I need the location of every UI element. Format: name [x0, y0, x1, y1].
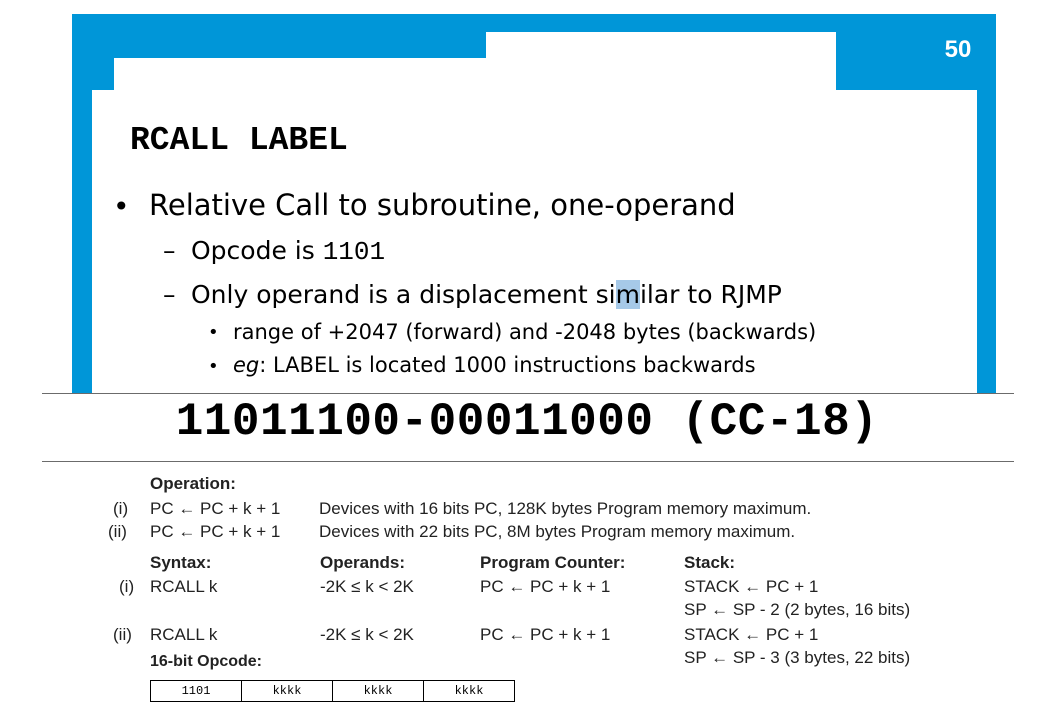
- syntax-row-index: (ii): [113, 625, 132, 644]
- sub-bullet-opcode: [191, 236, 385, 267]
- opcode-heading: 16-bit Opcode:: [150, 653, 263, 670]
- text-cursor-highlight: m: [615, 280, 640, 309]
- slide-content-notch-mid: [486, 32, 836, 92]
- subsub-bullet-dot: •: [208, 356, 219, 377]
- operands-header: Operands:: [320, 553, 406, 572]
- syntax-row-syntax: RCALL k: [150, 625, 218, 644]
- divider-bottom: [42, 461, 1014, 462]
- slide-content-notch-left: [114, 58, 486, 92]
- subsub-bullet-example: [233, 353, 756, 377]
- syntax-row-operands: -2K ≤ k < 2K: [320, 625, 414, 644]
- opcode-row: [151, 681, 515, 702]
- slide-title: RCALL LABEL: [130, 122, 348, 159]
- example-text: : LABEL is located 1000 instructions backwards: [259, 353, 756, 377]
- opcode-cell: kkkk: [424, 681, 515, 702]
- example-abbrev: eg: [233, 353, 260, 377]
- opcode-cell: kkkk: [333, 681, 424, 702]
- bullet-dot: •: [113, 190, 130, 223]
- syntax-row-sp: SP ← SP - 2 (2 bytes, 16 bits): [684, 600, 911, 619]
- instruction-encoding: 11011100-00011000 (CC-18): [175, 396, 879, 448]
- sub-bullet-operand-text: Only operand is a displacement si: [191, 280, 616, 309]
- sub-bullet-dash: –: [163, 236, 176, 265]
- sub-bullet-operand-text-end: ilar to RJMP: [639, 280, 782, 309]
- syntax-row-index: (i): [119, 577, 135, 596]
- bullet-relative-call: Relative Call to subroutine, one-operand: [149, 188, 736, 222]
- operation-heading: Operation:: [150, 474, 236, 493]
- syntax-row-pc: PC ← PC + k + 1: [480, 625, 611, 644]
- op-row-formula: PC ← PC + k + 1: [150, 522, 281, 541]
- op-row-description: Devices with 16 bits PC, 128K bytes Program memory maximum.: [319, 499, 812, 518]
- subsub-bullet-dot: •: [208, 322, 219, 343]
- syntax-row-sp: SP ← SP - 3 (3 bytes, 22 bits): [684, 648, 911, 667]
- stack-header: Stack:: [684, 553, 736, 572]
- syntax-row-operands: -2K ≤ k < 2K: [320, 577, 414, 596]
- subsub-bullet-range: range of +2047 (forward) and -2048 bytes (backwards): [233, 320, 817, 344]
- op-row-index: (ii): [108, 522, 127, 541]
- op-row-formula: PC ← PC + k + 1: [150, 499, 281, 518]
- opcode-table: [150, 680, 515, 702]
- sub-bullet-opcode-code: 1101: [322, 237, 386, 267]
- opcode-cell: 1101: [151, 681, 242, 702]
- syntax-row-stack: STACK ← PC + 1: [684, 577, 819, 596]
- program-counter-header: Program Counter:: [480, 553, 626, 572]
- syntax-row-pc: PC ← PC + k + 1: [480, 577, 611, 596]
- syntax-header: Syntax:: [150, 553, 212, 572]
- sub-bullet-dash: –: [163, 280, 176, 309]
- op-row-index: (i): [113, 499, 129, 518]
- slide-number: 50: [944, 36, 972, 63]
- sub-bullet-opcode-label: Opcode is: [191, 236, 323, 265]
- op-row-description: Devices with 22 bits PC, 8M bytes Program memory maximum.: [319, 522, 796, 541]
- syntax-row-stack: STACK ← PC + 1: [684, 625, 819, 644]
- opcode-cell: kkkk: [242, 681, 333, 702]
- divider-top: [42, 393, 1014, 394]
- sub-bullet-operand: [191, 280, 782, 309]
- syntax-row-syntax: RCALL k: [150, 577, 218, 596]
